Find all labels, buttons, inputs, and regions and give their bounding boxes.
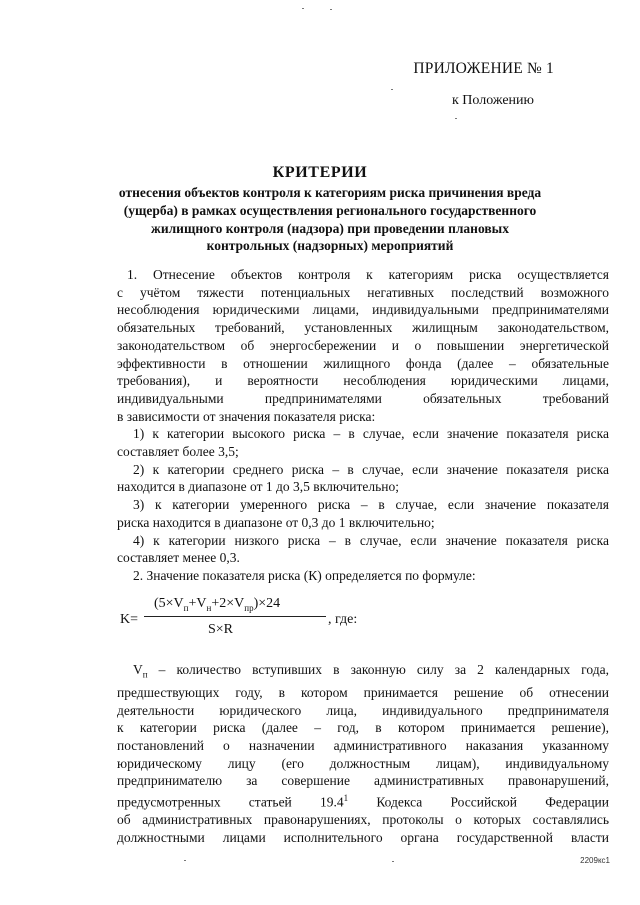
paragraph-1-line: законодательством об энергосбережении и о повышении энергетической: [117, 337, 609, 353]
formula-numerator: $(5\times V_п+V_н+2\times V_{пр})\times 24$: [154, 596, 281, 613]
item-moderate-risk-line: риска находится в диапазоне от 0,3 до 1 включительно;: [117, 514, 435, 530]
paragraph-1-line: в зависимости от значения показателя риска:: [117, 408, 376, 424]
annex-subtitle: к Положению: [451, 93, 534, 108]
annex-title: ПРИЛОЖЕНИЕ № 1: [413, 60, 554, 77]
criteria-body: [117, 266, 609, 585]
subtitle-line: жилищного контроля (надзора) при проведении плановых: [151, 220, 509, 236]
vp-line: предпринимателю за совершение административных правонарушений,: [117, 773, 609, 789]
item-low-risk-line: составляет менее 0,3.: [117, 550, 240, 566]
vp-line: об административных правонарушениях, протоколы о которых составлялись: [117, 811, 609, 827]
item-medium-risk-line: находится в диапазоне от 1 до 3,5 включительно;: [117, 479, 399, 495]
scan-speck: [330, 9, 332, 10]
scan-speck: [391, 89, 393, 90]
risk-formula: [120, 596, 440, 646]
scan-speck: [302, 8, 304, 9]
footer-code: 2209кс1: [580, 856, 610, 865]
item-high-risk-line: составляет более 3,5;: [117, 444, 239, 460]
vp-line: должностными лицами исполнительного органа государственной власти: [117, 829, 609, 845]
subtitle-line: (ущерба) в рамках осуществления регионального государственного: [123, 202, 537, 218]
subtitle-line: контрольных (надзорных) мероприятий: [206, 238, 454, 254]
vp-line: предусмотренных статьей 19.4$^1$ Кодекса Российской Федерации: [117, 792, 609, 810]
item-moderate-risk-line: 3) к категории умеренного риска – в случае, если значение показателя: [133, 497, 609, 513]
item-low-risk-line: 4) к категории низкого риска – в случае, если значение показателя риска: [133, 532, 609, 548]
document-title: КРИТЕРИИ: [272, 164, 368, 181]
scan-speck: [455, 118, 457, 119]
vp-line: к категории риска (далее – год, в котором принимается решение),: [117, 720, 609, 736]
scan-speck: [184, 860, 186, 861]
document-subtitle: [110, 184, 550, 255]
vp-line: $V_п$ – количество вступивших в законную силу за 2 календарных года,: [133, 662, 609, 680]
paragraph-1-line: индивидуальными предпринимателями обязательных требований: [117, 390, 609, 406]
paragraph-1-line: несоблюдения юридическими лицами, индивидуальными предпринимателями: [117, 302, 609, 318]
paragraph-2: 2. Значение показателя риска (К) определяется по формуле:: [133, 567, 476, 583]
vp-definition: [117, 661, 609, 846]
paragraph-1-line: эффективности в отношении жилищного фонда (далее – обязательные: [117, 355, 609, 371]
paragraph-1-line: 1. Отнесение объектов контроля к категориям риска осуществляется: [127, 267, 609, 282]
subtitle-line: отнесения объектов контроля к категориям риска причинения вреда: [118, 185, 542, 200]
formula-tail: , где:: [328, 612, 358, 627]
paragraph-1-line: с учётом тяжести потенциальных негативных последствий возможного: [117, 284, 609, 300]
vp-line: предшествующих году, в котором принимается решение об отнесении: [117, 685, 609, 701]
vp-line: юридическому лицу (его должностным лицам), индивидуальному: [117, 755, 609, 771]
formula-denominator: S×R: [208, 622, 234, 637]
vp-line: постановлений о назначении административного наказания указанному: [117, 738, 609, 754]
paragraph-1-line: требования), и вероятности несоблюдения юридическими лицами,: [117, 373, 609, 389]
formula-fraction-bar: [144, 616, 326, 617]
item-medium-risk-line: 2) к категории среднего риска – в случае, если значение показателя риска: [133, 461, 609, 477]
scan-speck: [392, 861, 394, 862]
formula-k: K=: [120, 612, 139, 627]
vp-line: деятельности юридического лица, индивидуального предпринимателя: [117, 702, 609, 718]
paragraph-1-line: обязательных требований, установленных жилищным законодательством,: [117, 320, 609, 336]
item-high-risk-line: 1) к категории высокого риска – в случае, если значение показателя риска: [133, 426, 609, 442]
